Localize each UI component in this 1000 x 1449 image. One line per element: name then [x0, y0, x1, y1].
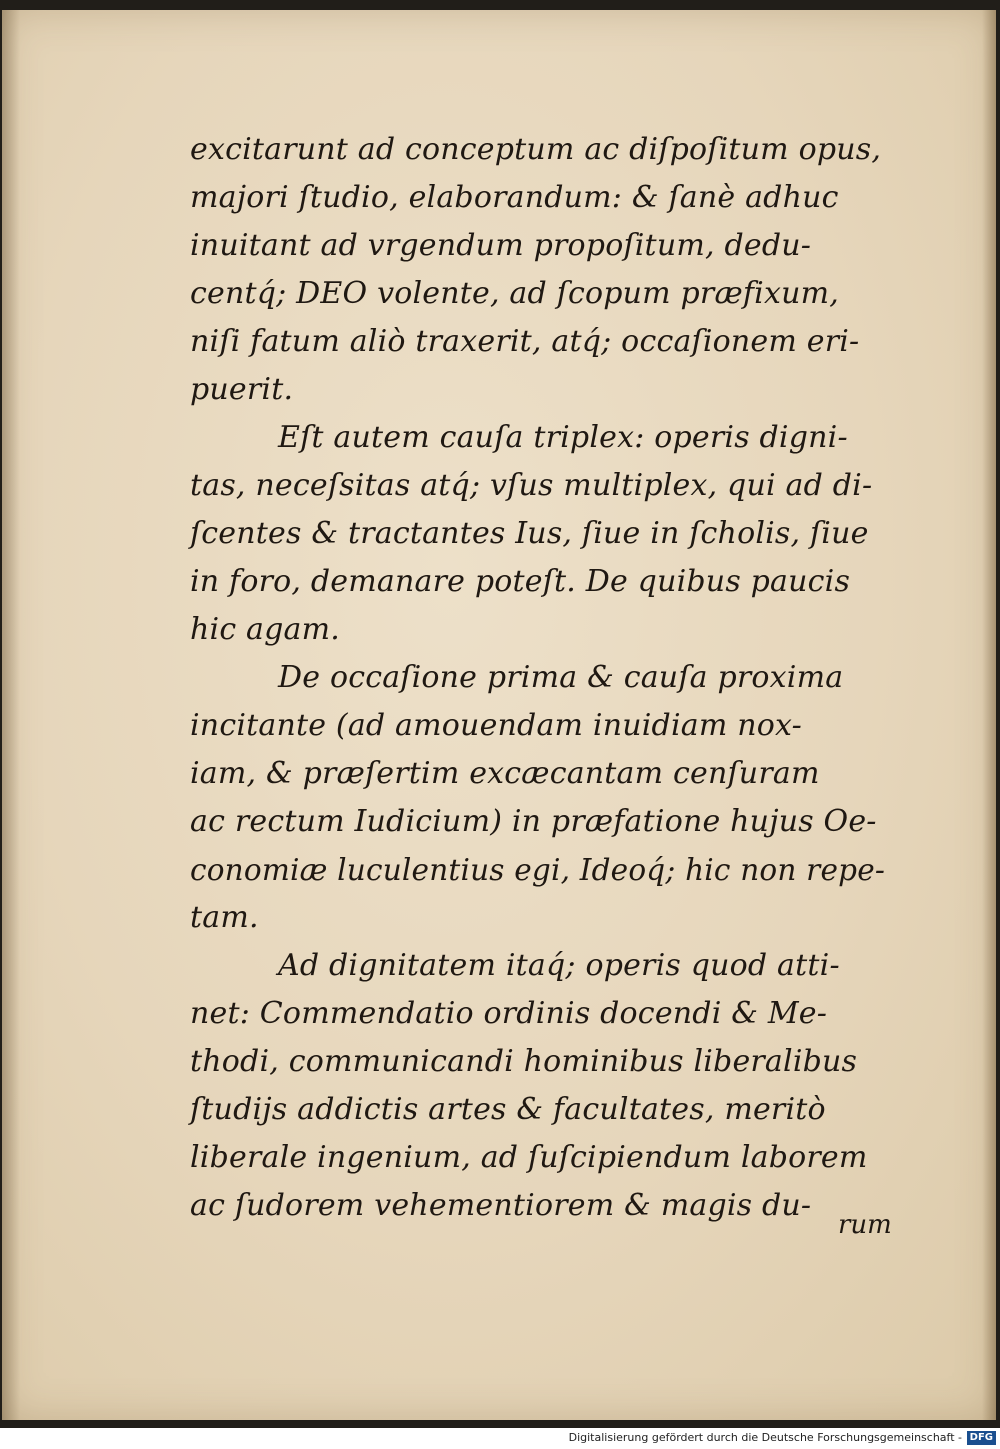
text-line: ac ſudorem vehementiorem & magis du-: [190, 1188, 812, 1223]
text-line: niſi fatum aliò traxerit, atq́; occaſionem eri-: [190, 324, 860, 359]
text-line: ſtudijs addictis artes & facultates, meritò: [190, 1092, 826, 1127]
funding-notice: Digitalisierung gefördert durch die Deutsche Forschungsgemeinschaft -: [568, 1431, 962, 1444]
paragraph-start-line: De occaſione prima & cauſa proxima: [278, 660, 844, 695]
text-line: in foro, demanare poteſt. De quibus paucis: [190, 564, 851, 599]
text-line: centq́; DEO volente, ad ſcopum præfixum,: [190, 276, 839, 311]
text-line: liberale ingenium, ad ſuſcipiendum laborem: [190, 1140, 868, 1175]
paragraph-start-line: Ad dignitatem itaq́; operis quod atti-: [278, 948, 840, 983]
page-edge-shadow: [982, 10, 996, 1420]
digitization-footer: [0, 1428, 1000, 1449]
text-line: incitante (ad amouendam inuidiam nox-: [190, 708, 802, 743]
text-line: inuitant ad vrgendum propoſitum, dedu-: [190, 228, 812, 263]
text-line: tam.: [190, 900, 259, 935]
text-line: excitarunt ad conceptum ac diſpoſitum opus,: [190, 132, 882, 167]
text-line: iam, & præſertim excæcantam cenſuram: [190, 756, 820, 791]
text-line: net: Commendatio ordinis docendi & Me-: [190, 996, 828, 1031]
text-line: thodi, communicandi hominibus liberalibus: [190, 1044, 858, 1079]
text-line: conomiæ luculentius egi, Ideoq́; hic non repe-: [190, 853, 886, 887]
paragraph-start-line: Eſt autem cauſa triplex: operis digni-: [278, 420, 848, 455]
text-line: hic agam.: [190, 612, 341, 647]
catchword: rum: [838, 1210, 892, 1240]
text-line: majori ſtudio, elaborandum: & ſanè adhuc: [190, 180, 839, 215]
text-line: ac rectum Iudicium) in præfatione hujus Oe-: [190, 804, 877, 839]
dfg-logo[interactable]: DFG: [967, 1431, 996, 1445]
text-line: puerit.: [190, 372, 294, 407]
text-line: tas, neceſsitas atq́; vſus multiplex, qui ad di-: [190, 468, 873, 503]
text-line: ſcentes & tractantes Ius, ſiue in ſcholis, ſiue: [190, 516, 869, 551]
spine-shadow: [2, 10, 20, 1420]
